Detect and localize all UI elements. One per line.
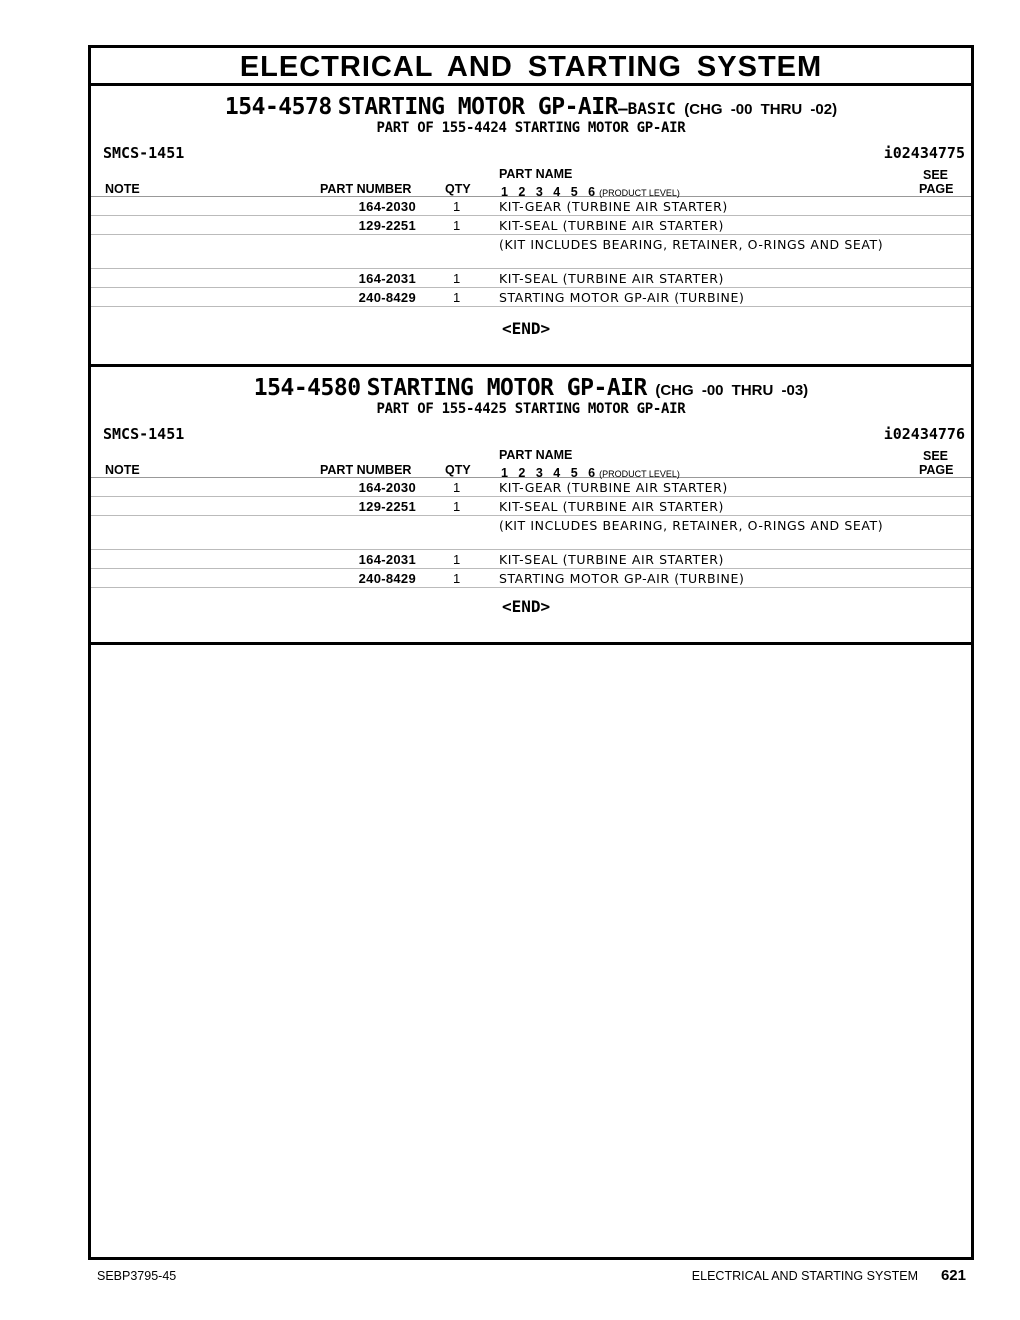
meta-row	[103, 423, 965, 445]
group-name: STARTING MOTOR GP-AIR	[366, 375, 647, 401]
part-name: KIT-GEAR (TURBINE AIR STARTER)	[499, 480, 728, 495]
product-level-label: (PRODUCT LEVEL)	[599, 188, 680, 198]
part-number: 240-8429	[358, 290, 416, 305]
parts-group-section	[91, 367, 971, 645]
group-number: 154-4578	[224, 94, 332, 120]
part-number-header: PART NUMBER	[320, 182, 412, 196]
table-row	[91, 288, 971, 307]
part-number: 164-2030	[358, 199, 416, 214]
qty-header: QTY	[445, 463, 471, 477]
table-row	[91, 216, 971, 235]
page-header: PAGE	[919, 463, 954, 477]
chg-range: (CHG -00 THRU -02)	[684, 101, 838, 118]
parts-group-section	[91, 86, 971, 367]
part-name: KIT-SEAL (TURBINE AIR STARTER)	[499, 499, 724, 514]
table-row	[91, 569, 971, 588]
illustration-id: i02434776	[883, 425, 965, 443]
group-header	[91, 86, 971, 136]
product-level-label: (PRODUCT LEVEL)	[599, 469, 680, 479]
qty: 1	[453, 499, 461, 514]
part-number: 164-2031	[358, 552, 416, 567]
part-number: 164-2030	[358, 480, 416, 495]
part-number: 129-2251	[358, 218, 416, 233]
product-level-numbers: 1 2 3 4 5 6	[501, 185, 596, 199]
part-number: 164-2031	[358, 271, 416, 286]
part-number: 129-2251	[358, 499, 416, 514]
table-row	[91, 478, 971, 497]
part-name: KIT-SEAL (TURBINE AIR STARTER)	[499, 552, 724, 567]
illustration-id: i02434775	[883, 144, 965, 162]
qty: 1	[453, 290, 461, 305]
end-marker: <END>	[502, 597, 551, 616]
qty: 1	[453, 480, 461, 495]
column-headers	[91, 164, 971, 197]
qty: 1	[453, 552, 461, 567]
group-name: STARTING MOTOR GP-AIR	[337, 94, 618, 120]
end-marker: <END>	[502, 319, 551, 338]
table-row	[91, 550, 971, 569]
qty-header: QTY	[445, 182, 471, 196]
group-header	[91, 367, 971, 417]
see-header: SEE	[923, 168, 949, 182]
group-suffix: —BASIC	[617, 99, 676, 118]
note-header: NOTE	[105, 182, 140, 196]
table-row	[91, 235, 971, 269]
part-number-header: PART NUMBER	[320, 463, 412, 477]
qty: 1	[453, 271, 461, 286]
doc-number: SEBP3795-45	[97, 1269, 177, 1283]
part-name: KIT-SEAL (TURBINE AIR STARTER)	[499, 271, 724, 286]
part-name: KIT-GEAR (TURBINE AIR STARTER)	[499, 199, 728, 214]
page-footer	[0, 1267, 1020, 1287]
part-name-header: PART NAME	[499, 448, 573, 462]
qty: 1	[453, 218, 461, 233]
page-number: 621	[940, 1267, 966, 1284]
page-frame	[88, 45, 974, 1260]
part-name-header: PART NAME	[499, 167, 573, 181]
part-name: KIT-SEAL (TURBINE AIR STARTER)	[499, 218, 724, 233]
table-row	[91, 516, 971, 550]
table-row	[91, 497, 971, 516]
table-row	[91, 197, 971, 216]
part-name: STARTING MOTOR GP-AIR (TURBINE)	[499, 290, 745, 305]
qty: 1	[453, 199, 461, 214]
footer-section-title: ELECTRICAL AND STARTING SYSTEM	[691, 1269, 918, 1283]
see-header: SEE	[923, 449, 949, 463]
chg-range: (CHG -00 THRU -03)	[655, 382, 809, 399]
smcs-code: SMCS-1451	[103, 144, 185, 162]
smcs-code: SMCS-1451	[103, 425, 185, 443]
part-name: STARTING MOTOR GP-AIR (TURBINE)	[499, 571, 745, 586]
part-number: 240-8429	[358, 571, 416, 586]
part-of-line: PART OF 155-4424 STARTING MOTOR GP-AIR	[376, 120, 686, 136]
product-level-numbers: 1 2 3 4 5 6	[501, 466, 596, 480]
qty: 1	[453, 571, 461, 586]
part-name: (KIT INCLUDES BEARING, RETAINER, O-RINGS AND SEAT)	[499, 518, 884, 533]
group-number: 154-4580	[253, 375, 361, 401]
page-header: PAGE	[919, 182, 954, 196]
table-row	[91, 269, 971, 288]
note-header: NOTE	[105, 463, 140, 477]
part-name: (KIT INCLUDES BEARING, RETAINER, O-RINGS AND SEAT)	[499, 237, 884, 252]
meta-row	[103, 142, 965, 164]
column-headers	[91, 445, 971, 478]
page-title: ELECTRICAL AND STARTING SYSTEM	[91, 48, 971, 86]
part-of-line: PART OF 155-4425 STARTING MOTOR GP-AIR	[376, 401, 686, 417]
